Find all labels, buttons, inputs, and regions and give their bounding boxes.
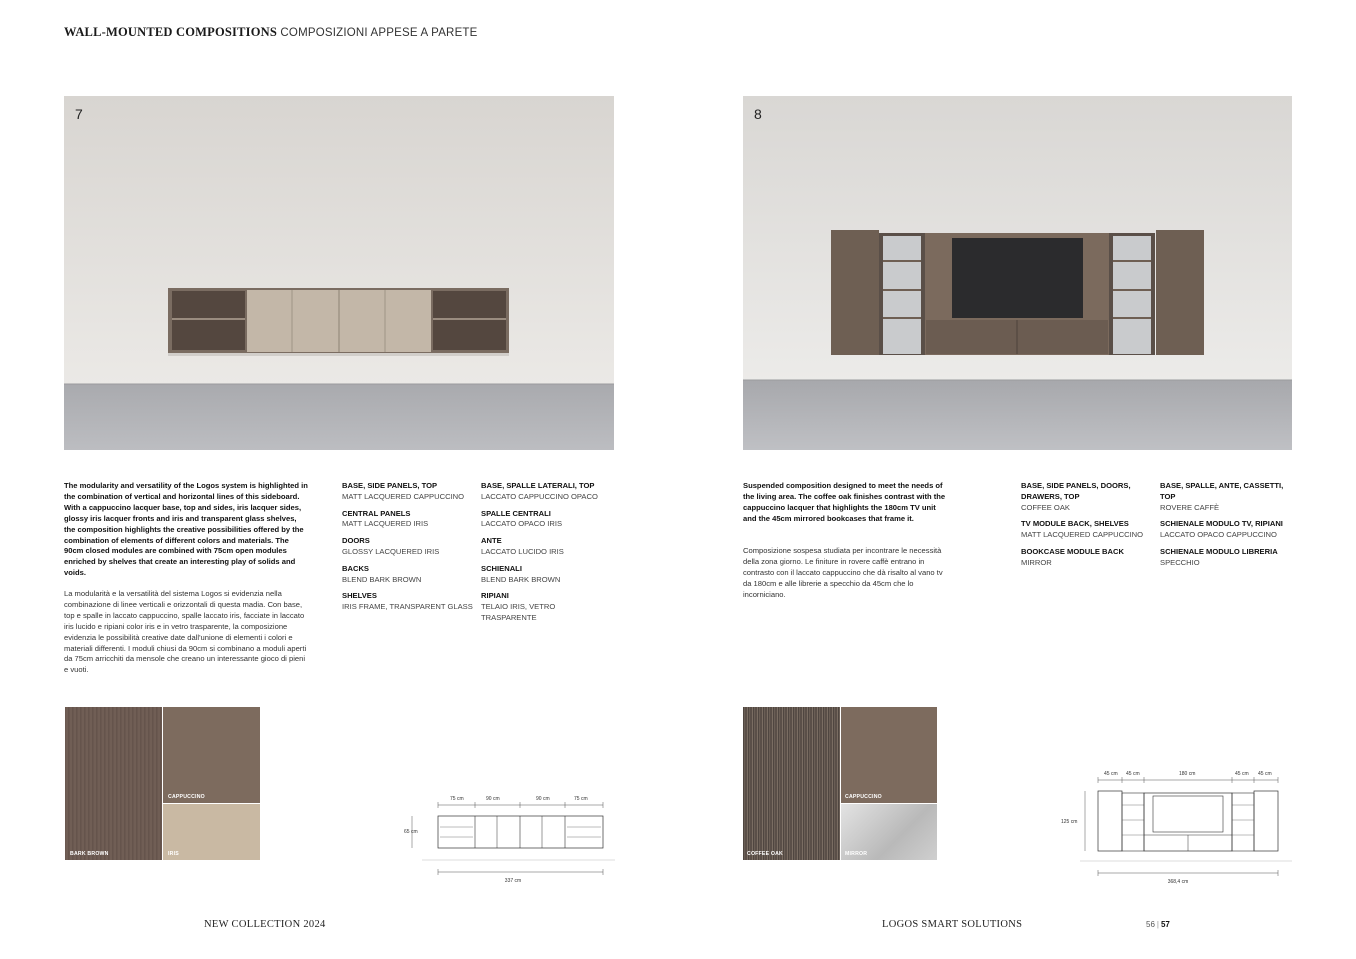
swatch-label: CAPPUCCINO xyxy=(168,794,205,800)
specs-en-left xyxy=(342,481,474,619)
swatch-mirror xyxy=(841,804,937,860)
description-en: The modularity and versatility of the Logos system is highlighted in the combination of vertical and horizontal lines of this sideboard. With a cappuccino lacquer base, top and sides, iris lacquer sides, glossy iris lacquer fronts and iris and transparent glass shelves, the composition highlights the creative possibilities offered by the combination of elements of different colors and materials. The 90cm closed modules are combined with 75cm open modules enriched by shelves that create an interesting play of solids and voids. xyxy=(64,481,308,578)
spec-value: COFFEE OAK xyxy=(1021,502,1070,512)
spec-label: SCHIENALI xyxy=(481,563,522,573)
spec-label: CENTRAL PANELS xyxy=(342,508,411,518)
technical-drawing-8 xyxy=(1058,765,1294,887)
footer-left: NEW COLLECTION 2024 xyxy=(204,919,326,930)
swatch-label: BARK BROWN xyxy=(70,851,109,857)
spec-value: LACCATO OPACO IRIS xyxy=(481,519,563,529)
specs-it-left xyxy=(481,481,609,630)
description-en: Suspended composition designed to meet the needs of the living area. The coffee oak finishes contrast with the cappuccino lacquer that highlights the 180cm TV unit and the 45cm mirrored bookcases that frame it. xyxy=(743,481,946,523)
dim-height: 125 cm xyxy=(1061,819,1078,825)
page-number-left: 56 xyxy=(1146,920,1155,929)
sideboard-render xyxy=(64,96,614,450)
spec-value: GLOSSY LACQUERED IRIS xyxy=(342,546,440,556)
composition-number: 8 xyxy=(754,106,762,122)
swatch-bark-brown xyxy=(65,707,162,860)
spec-value: MIRROR xyxy=(1021,557,1052,567)
spec-label: SCHIENALE MODULO LIBRERIA xyxy=(1160,546,1278,556)
composition-number: 7 xyxy=(75,106,83,122)
spec-value: MATT LACQUERED CAPPUCCINO xyxy=(1021,530,1144,540)
dim-label: 90 cm xyxy=(486,796,500,802)
dim-total: 368,4 cm xyxy=(1167,879,1189,885)
page-number-right: 57 xyxy=(1160,920,1170,929)
footer-right: LOGOS SMART SOLUTIONS xyxy=(882,919,1023,930)
spec-value: LACCATO LUCIDO IRIS xyxy=(481,546,564,556)
tv-unit-render xyxy=(743,96,1292,450)
spec-label: SHELVES xyxy=(342,591,377,601)
spec-label: BASE, SPALLE, ANTE, CASSETTI, TOP xyxy=(1160,481,1284,501)
spec-value: MATT LACQUERED IRIS xyxy=(342,519,429,529)
spec-label: BASE, SIDE PANELS, DOORS, DRAWERS, TOP xyxy=(1021,481,1131,501)
dim-total: 337 cm xyxy=(504,878,522,884)
spec-value: TELAIO IRIS, VETRO TRASPARENTE xyxy=(481,602,556,622)
photo-composition-8 xyxy=(743,96,1292,450)
dim-label: 75 cm xyxy=(450,796,464,802)
spec-label: RIPIANI xyxy=(481,591,509,601)
dim-label: 45 cm xyxy=(1104,771,1118,777)
swatch-label: CAPPUCCINO xyxy=(845,794,882,800)
spec-label: ANTE xyxy=(481,536,502,546)
swatch-cappuccino xyxy=(163,707,260,803)
spec-label: SPALLE CENTRALI xyxy=(481,508,551,518)
description-it: Composizione sospesa studiata per incontrare le necessità della zona giorno. Le finiture in rovere caffè entrano in contrasto con il laccato cappuccino che dà risalto al vano tv da 180cm e alle librerie a specchio da 45cm che lo incorniciano. xyxy=(743,546,943,599)
spec-label: BASE, SIDE PANELS, TOP xyxy=(342,481,438,490)
dim-label: 45 cm xyxy=(1258,771,1272,777)
spec-label: TV MODULE BACK, SHELVES xyxy=(1021,519,1129,529)
dim-label: 90 cm xyxy=(536,796,550,802)
spec-label: SCHIENALE MODULO TV, RIPIANI xyxy=(1160,519,1283,529)
dim-label: 75 cm xyxy=(574,796,588,802)
spec-value: SPECCHIO xyxy=(1160,557,1200,567)
spec-value: ROVERE CAFFÈ xyxy=(1160,502,1220,512)
spec-label: BASE, SPALLE LATERALI, TOP xyxy=(481,481,595,490)
swatch-label: MIRROR xyxy=(845,851,868,857)
spec-value: BLEND BARK BROWN xyxy=(342,574,422,584)
photo-composition-7 xyxy=(64,96,614,450)
specs-it-right xyxy=(1160,481,1292,575)
swatch-label: COFFEE OAK xyxy=(747,851,784,857)
header-subtitle: COMPOSIZIONI APPESE A PARETE xyxy=(280,27,478,39)
dim-label: 180 cm xyxy=(1179,771,1196,777)
specs-en-right xyxy=(1021,481,1151,575)
spec-value: BLEND BARK BROWN xyxy=(481,574,561,584)
spec-value: MATT LACQUERED CAPPUCCINO xyxy=(342,491,465,501)
spec-label: DOORS xyxy=(342,536,370,546)
swatch-coffee-oak xyxy=(743,707,840,860)
swatch-iris xyxy=(163,804,260,860)
spec-value: LACCATO OPACO CAPPUCCINO xyxy=(1160,530,1277,540)
spec-label: BACKS xyxy=(342,563,370,573)
dim-height: 65 cm xyxy=(404,829,418,835)
swatch-label: IRIS xyxy=(168,851,179,857)
header-title: WALL-MOUNTED COMPOSITIONS xyxy=(64,25,278,39)
dim-label: 45 cm xyxy=(1126,771,1140,777)
spec-label: BOOKCASE MODULE BACK xyxy=(1021,546,1124,556)
swatch-cappuccino xyxy=(841,707,937,803)
spec-value: IRIS FRAME, TRANSPARENT GLASS xyxy=(342,602,473,612)
spec-value: LACCATO CAPPUCCINO OPACO xyxy=(481,491,598,501)
page-numbers: 56 | 57 xyxy=(1146,920,1170,929)
description-it: La modularità e la versatilità del sistema Logos si evidenzia nella combinazione di linee verticali e orizzontali di questa madia. Con base, top e spalle in laccato cappuccino, spalle laccato iris, facciate in laccato iris lucido e ripiani color iris e in vetro trasparente, la composizione evidenzia le possibilità creative date dall'unione di elementi i colori e materiali differenti. I moduli chiusi da 90cm si combinano a moduli aperti da 75cm arricchiti da mensole che creano un interessante gioco di pieni e vuoti. xyxy=(64,589,307,675)
technical-drawing-7 xyxy=(400,790,615,886)
dim-label: 45 cm xyxy=(1235,771,1249,777)
page-header xyxy=(64,25,478,40)
